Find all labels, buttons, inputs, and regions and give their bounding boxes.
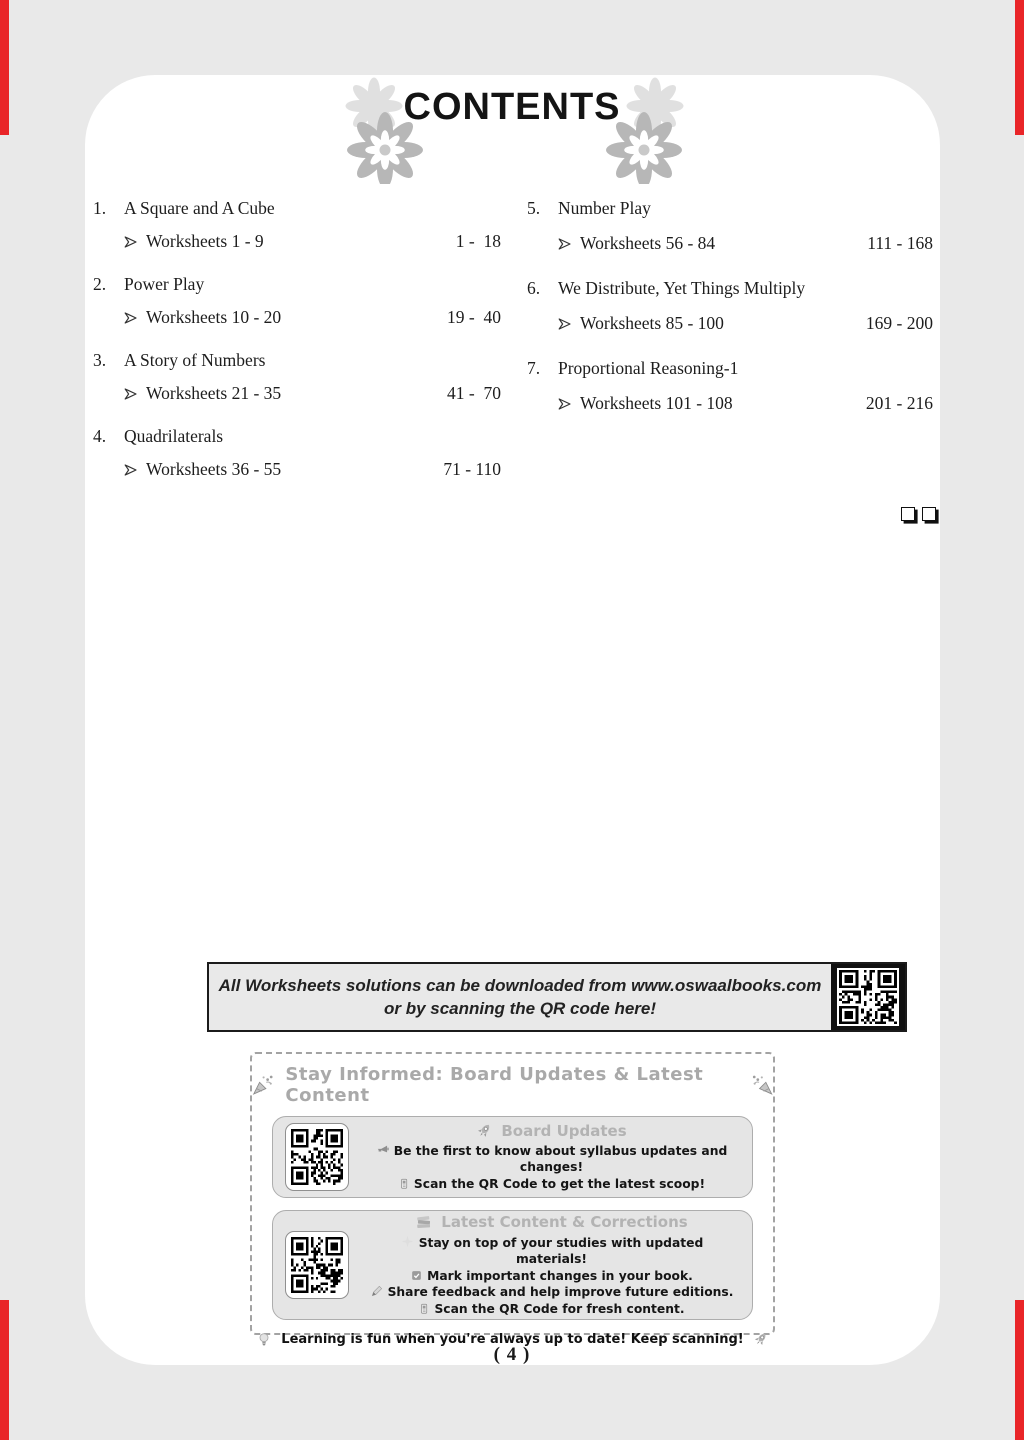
chapter-title: A Story of Numbers <box>124 350 266 370</box>
toc-column-right <box>527 198 933 438</box>
party-popper-icon <box>752 1073 773 1097</box>
latest-content-title-row <box>363 1213 740 1231</box>
worksheet-range: Worksheets 101 - 108 <box>580 393 733 413</box>
stay-informed-box <box>250 1052 775 1347</box>
arrow-bullet-icon <box>558 318 571 330</box>
chapter-title-row <box>93 350 501 371</box>
page-title: CONTENTS <box>403 86 621 128</box>
board-updates-title: Board Updates <box>501 1121 627 1140</box>
worksheet-range: Worksheets 56 - 84 <box>580 233 716 253</box>
latest-content-line-4 <box>363 1301 740 1318</box>
toc-entry <box>93 274 501 328</box>
chapter-title: Power Play <box>124 274 205 294</box>
shadowed-square-icon <box>901 507 915 521</box>
solutions-line-1: All Worksheets solutions can be downloaded from www.oswaalbooks.com <box>218 975 822 995</box>
chapter-number: 5. <box>527 198 541 218</box>
chapter-title: A Square and A Cube <box>124 198 275 218</box>
shadowed-square-icon <box>922 507 936 521</box>
chapter-title-row <box>527 358 933 379</box>
worksheet-range: Worksheets 21 - 35 <box>146 383 282 403</box>
solutions-qr-frame <box>831 964 905 1030</box>
arrow-bullet-icon <box>124 388 137 400</box>
page-number: ( 4 ) <box>493 1344 531 1365</box>
worksheet-range: Worksheets 36 - 55 <box>146 459 282 479</box>
line-text: Be the first to know about syllabus updates and changes! <box>393 1143 728 1175</box>
chapter-title-row <box>527 198 933 219</box>
arrow-bullet-icon <box>558 398 571 410</box>
books-icon <box>415 1213 433 1231</box>
page-range: 41 - 70 <box>447 383 501 403</box>
qr-scan-phone-icon <box>418 1303 430 1315</box>
toc-entry <box>527 198 933 254</box>
worksheet-range: Worksheets 10 - 20 <box>146 307 282 327</box>
red-page-edge-bottom-left <box>0 1300 9 1440</box>
page-range: 169 - 200 <box>865 313 933 333</box>
chapter-title: Quadrilaterals <box>124 426 224 446</box>
board-updates-line-1 <box>363 1143 740 1176</box>
party-popper-icon <box>252 1073 273 1097</box>
arrow-bullet-icon <box>124 312 137 324</box>
chapter-title-row <box>93 426 501 447</box>
toc-column-left <box>93 198 501 502</box>
arrow-bullet-icon <box>558 238 571 250</box>
chapter-title: We Distribute, Yet Things Multiply <box>558 278 806 298</box>
chapter-number: 2. <box>93 274 107 294</box>
stay-informed-title: Stay Informed: Board Updates & Latest Content <box>285 1064 704 1106</box>
page-range: 71 - 110 <box>443 459 501 479</box>
line-text: to get the latest scoop! <box>537 1176 706 1191</box>
line-text: Stay on top of your studies with updated materials! <box>418 1235 704 1267</box>
chapter-number: 6. <box>527 278 541 298</box>
latest-content-text <box>363 1213 740 1318</box>
sparkle-icon <box>400 1234 415 1249</box>
megaphone-icon <box>376 1143 390 1157</box>
chapter-number: 4. <box>93 426 107 446</box>
rocket-icon <box>476 1122 493 1139</box>
toc-entry <box>93 350 501 404</box>
stay-informed-footer-text: Learning is fun when you're always up to date! Keep scanning! <box>281 1331 744 1347</box>
qr-code <box>837 968 899 1026</box>
board-updates-text <box>363 1122 740 1193</box>
arrow-bullet-icon <box>124 236 137 248</box>
page-range: 19 - 40 <box>447 307 501 327</box>
page-range: 1 - 18 <box>455 231 501 251</box>
page-range: 201 - 216 <box>865 393 933 413</box>
worksheet-row <box>93 307 501 328</box>
latest-content-line-2 <box>363 1268 740 1285</box>
chapter-title: Proportional Reasoning-1 <box>558 358 739 378</box>
worksheet-row <box>527 313 933 334</box>
board-updates-card <box>272 1116 753 1198</box>
line-text: for fresh content. <box>558 1301 685 1316</box>
checkbox-icon <box>410 1269 423 1282</box>
latest-content-title: Latest Content & Corrections <box>441 1212 688 1231</box>
qr-scan-phone-icon <box>398 1178 410 1190</box>
page-range: 111 - 168 <box>867 233 933 253</box>
worksheet-row <box>93 231 501 252</box>
chapter-title: Number Play <box>558 198 651 218</box>
chapter-number: 7. <box>527 358 541 378</box>
latest-content-line-3 <box>363 1284 740 1301</box>
solutions-line-2: or by scanning the QR code here! <box>383 998 657 1018</box>
latest-content-card <box>272 1210 753 1320</box>
pencil-icon <box>370 1284 384 1298</box>
arrow-bullet-icon <box>124 464 137 476</box>
line-strong: Scan the QR Code <box>434 1301 558 1316</box>
chapter-title-row <box>93 198 501 219</box>
qr-code <box>285 1231 349 1299</box>
toc-entry <box>527 358 933 414</box>
line-text: Share feedback and help improve future editions. <box>387 1285 734 1300</box>
line-strong: Scan the QR Code <box>413 1176 538 1191</box>
end-of-contents-squares-icon <box>901 507 936 521</box>
board-updates-title-row <box>363 1122 740 1140</box>
worksheet-range: Worksheets 85 - 100 <box>580 313 724 333</box>
solutions-text <box>209 964 831 1030</box>
solutions-download-box <box>207 962 907 1032</box>
qr-code <box>285 1123 349 1191</box>
latest-content-line-1 <box>363 1234 740 1268</box>
worksheet-row <box>527 233 933 254</box>
stay-informed-title-row <box>252 1064 773 1106</box>
line-text: Mark important changes in your book. <box>427 1268 693 1283</box>
chapter-number: 1. <box>93 198 107 218</box>
worksheet-row <box>93 459 501 480</box>
toc-entry <box>93 198 501 252</box>
board-updates-line-2 <box>363 1176 740 1193</box>
red-page-edge-bottom-right <box>1015 1300 1024 1440</box>
chapter-number: 3. <box>93 350 107 370</box>
toc-entry <box>93 426 501 480</box>
worksheet-row <box>527 393 933 414</box>
toc-entry <box>527 278 933 334</box>
worksheet-range: Worksheets 1 - 9 <box>146 231 264 251</box>
chapter-title-row <box>93 274 501 295</box>
worksheet-row <box>93 383 501 404</box>
chapter-title-row <box>527 278 933 299</box>
